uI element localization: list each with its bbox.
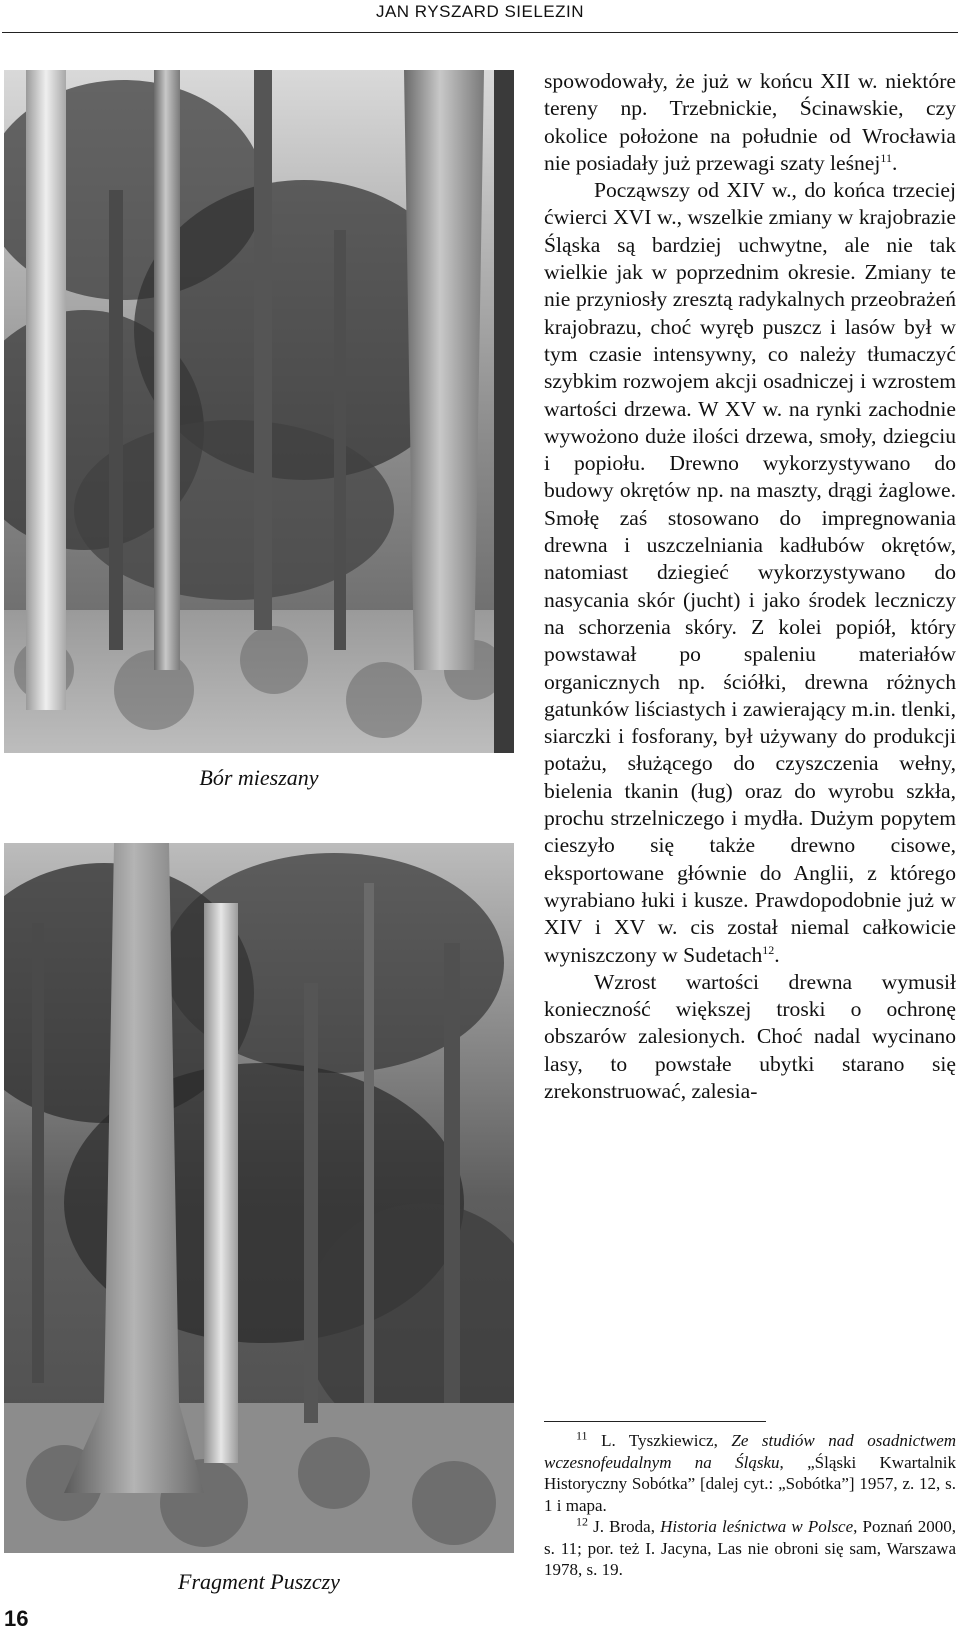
- photo-forest-fragment: [4, 843, 514, 1553]
- main-text-column: [544, 68, 956, 1105]
- paragraph: Wzrost wartości drewna wymusił konieczność większej troski o ochronę obszarów zalesionych. Choć nadal wycinano lasy, to powstałe ubytki starano się zrekonstruować, zalesia-: [544, 969, 956, 1103]
- paragraph: spowodowały, że już w końcu XII w. niektóre tereny np. Trzebnickie, Ścinawskie, czy okolice położone na południe od Wrocławia nie posiadały już przewagi szaty leśnej$^{11}$.: [544, 69, 956, 175]
- running-header: [0, 0, 960, 34]
- page-number: 16: [4, 1606, 29, 1631]
- footnotes: [544, 1430, 956, 1581]
- header-rule: [2, 32, 958, 33]
- footnote: $^{11}$ L. Tyszkiewicz, Ze studiów nad osadnictwem wczesnofeudalnym na Śląsku, „Śląski Kwartalnik Historyczny Sobótka” [dalej cyt.: „Sobótka”] 1957, z. 12, s. 1 i mapa.: [544, 1428, 957, 1515]
- figure-caption: Bór mieszany: [199, 765, 319, 790]
- footnote-ref: 12: [762, 942, 775, 957]
- footnote-rule: [544, 1421, 766, 1422]
- figure-caption: Fragment Puszczy: [178, 1569, 340, 1594]
- header-author: JAN RYSZARD SIELEZIN: [375, 2, 585, 21]
- footnote-ref: 11: [880, 150, 892, 165]
- photo-mixed-forest: [4, 70, 514, 753]
- footnote: $^{12}$ J. Broda, Historia leśnictwa w Polsce, Poznań 2000, s. 11; por. też I. Jacyna, Las nie obroni się sam, Warszawa 1978, s. 19.: [544, 1514, 957, 1579]
- paragraph: Począwszy od XIV w., do końca trzeciej ćwierci XVI w., wszelkie zmiany w krajobrazie Śląska są bardziej uchwytne, ale nie tak wielkie jak w poprzednim okresie. Zmiany te nie przyniosły zresztą radykalnych przeobrażeń krajobrazu, choć wyręb puszcz i lasów był w tym czasie intensywny, co należy tłumaczyć szybkim rozwojem akcji osadniczej i wzrostem wartości drzewa. W XV w. na rynki zachodnie wywożono duże ilości drzewa, smoły, dziegciu i popiołu. Drewno wykorzystywano do budowy okrętów np. na maszty, drągi żaglowe. Smołę zaś stosowano do impregnowania drewna i uszczelniania kadłubów okrętów, natomiast dziegieć wykorzystywano do nasycania skór (jucht) i jako środek leczniczy na schorzenia skóry. Z kolei popiół, który powstawał po spaleniu materiałów organicznych np. ściółki, drewna różnych gatunków liściastych i zawierający m.in. tlenki, siarczki i fosforany, był używany do produkcji potażu, służącego do czyszczenia wełny, bielenia tkanin (ług) oraz do wyrobu szkła, prochu strzelniczego i mydła. Dużym popytem cieszyło się także drewno cisowe, eksportowane głównie do Anglii, z którego wyrabiano łuki i kusze. Prawdopodobnie już w XIV i XV w. cis został niemal całkowicie wyniszczony w Sudetach$^{12}$.: [544, 178, 956, 967]
